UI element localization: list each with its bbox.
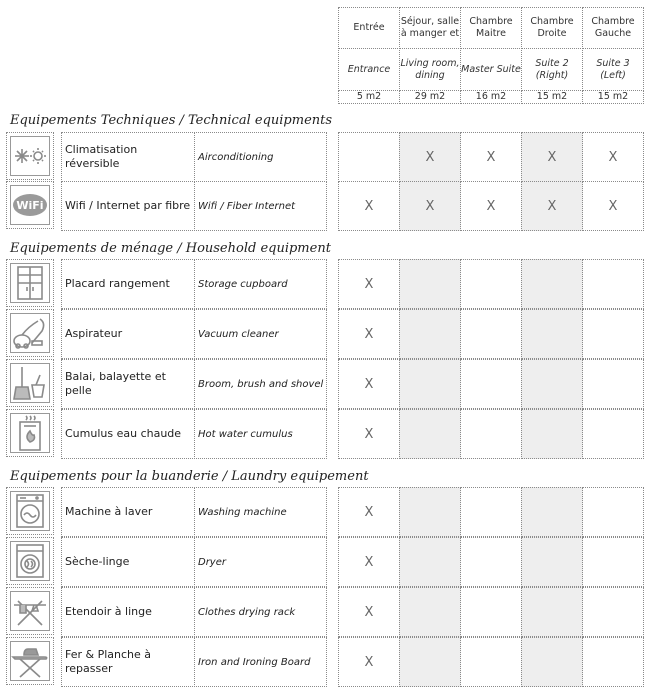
equipment-label-fr: Machine à laver [61,487,195,537]
room-name-fr: Entrée [338,7,400,49]
equipment-label-en: Hot water cumulus [194,409,327,459]
room-mark [399,409,461,459]
room-name-fr: Chambre Gauche [582,7,644,49]
equipment-label-fr: Placard rangement [61,259,195,309]
room-mark: X [338,487,400,537]
equipment-label-en: Vacuum cleaner [194,309,327,359]
equipment-label-fr: Cumulus eau chaude [61,409,195,459]
equipment-label-fr: Balai, balayette et pelle [61,359,195,409]
equipment-label-fr: Climatisation réversible [61,132,195,182]
equipment-label-fr: Aspirateur [61,309,195,359]
room-size: 15 m2 [521,90,583,104]
equipment-label-en: Airconditioning [194,132,327,182]
water-heater-icon [6,409,54,457]
equipment-label-fr: Fer & Planche à repasser [61,637,195,687]
room-mark [399,259,461,309]
room-mark [521,637,583,687]
room-size: 15 m2 [582,90,644,104]
snowflake-sun-icon [6,132,54,180]
room-mark [582,487,644,537]
room-mark [521,259,583,309]
section-title: Equipements pour la buanderie / Laundry equipement [10,469,369,484]
equipment-label-en: Storage cupboard [194,259,327,309]
room-mark [399,487,461,537]
iron-icon [6,637,54,685]
equipment-label-en: Washing machine [194,487,327,537]
room-mark [521,487,583,537]
room-mark [399,537,461,587]
equipment-label-fr: Etendoir à linge [61,587,195,637]
room-mark: X [521,132,583,182]
section-title: Equipements de ménage / Household equipment [10,241,331,256]
room-name-en: Living room, dining [399,48,461,91]
room-mark [460,487,522,537]
room-mark [521,309,583,359]
room-name-fr: Chambre Droite [521,7,583,49]
room-mark: X [338,409,400,459]
room-mark: X [582,132,644,182]
room-mark: X [338,309,400,359]
room-mark [460,359,522,409]
room-mark [582,587,644,637]
room-mark [582,637,644,687]
equipment-label-en: Dryer [194,537,327,587]
room-mark [582,359,644,409]
room-mark [399,587,461,637]
washing-machine-icon [6,487,54,535]
room-mark: X [399,181,461,231]
room-name-fr: Séjour, salle à manger et [399,7,461,49]
cupboard-icon [6,259,54,307]
equipment-label-en: Iron and Ironing Board [194,637,327,687]
room-mark [399,637,461,687]
dryer-icon [6,537,54,585]
equipment-label-en: Broom, brush and shovel [194,359,327,409]
broom-icon [6,359,54,407]
room-mark [521,587,583,637]
room-mark [338,132,400,182]
room-mark: X [338,359,400,409]
room-mark: X [460,181,522,231]
svg-text:WiFi: WiFi [16,199,44,212]
room-mark [460,587,522,637]
room-name-en: Suite 3 (Left) [582,48,644,91]
room-mark: X [338,637,400,687]
room-name-en: Master Suite [460,48,522,91]
equipment-label-en: Clothes drying rack [194,587,327,637]
room-mark: X [582,181,644,231]
room-mark [582,309,644,359]
room-mark [582,537,644,587]
room-mark: X [338,587,400,637]
room-mark [521,359,583,409]
room-size: 5 m2 [338,90,400,104]
room-mark [460,409,522,459]
section-title: Equipements Techniques / Technical equipments [10,113,333,128]
room-mark: X [338,181,400,231]
room-mark [460,537,522,587]
room-size: 29 m2 [399,90,461,104]
room-mark: X [338,537,400,587]
room-mark [399,359,461,409]
room-mark: X [460,132,522,182]
drying-rack-icon [6,587,54,635]
vacuum-icon [6,309,54,357]
room-mark [582,409,644,459]
room-mark [460,309,522,359]
room-mark [399,309,461,359]
equipment-label-fr: Wifi / Internet par fibre [61,181,195,231]
equipment-label-fr: Sèche-linge [61,537,195,587]
room-name-en: Entrance [338,48,400,91]
room-size: 16 m2 [460,90,522,104]
room-mark [460,637,522,687]
room-mark [521,537,583,587]
room-mark [460,259,522,309]
room-mark [582,259,644,309]
wifi-icon [6,181,54,229]
room-mark: X [338,259,400,309]
room-name-fr: Chambre Maitre [460,7,522,49]
equipment-label-en: Wifi / Fiber Internet [194,181,327,231]
room-mark: X [399,132,461,182]
room-mark [521,409,583,459]
room-mark: X [521,181,583,231]
room-name-en: Suite 2 (Right) [521,48,583,91]
